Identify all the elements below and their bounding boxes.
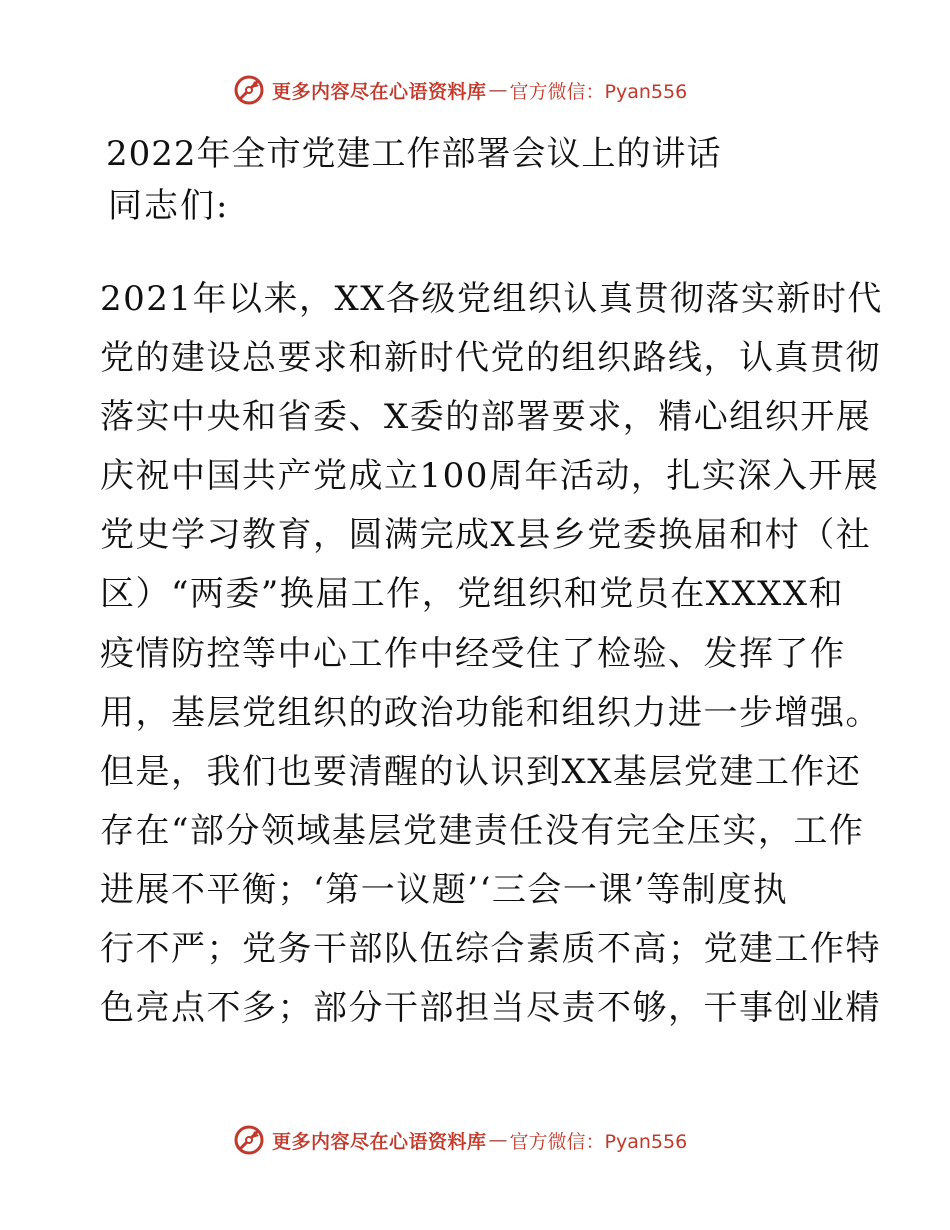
text-line: 2021年以来，XX各级党组织认真贯彻落实新时代: [100, 279, 883, 319]
watermark-separator: —: [488, 79, 508, 101]
footer-watermark: [232, 1122, 687, 1158]
watermark-brand: 更多内容尽在心语资料库: [272, 80, 487, 103]
text-line: 进展不平衡；‘第一议题’‘三会一课’等制度执: [100, 869, 789, 910]
document-title: 2022年全市党建工作部署会议上的讲话: [106, 134, 722, 174]
quill-circle-logo-icon: [232, 1123, 266, 1157]
text-line: 党史学习教育，圆满完成X县乡党委换届和村（社: [100, 515, 872, 556]
text-line: 存在“部分领域基层党建责任没有完全压实，工作: [100, 810, 865, 851]
text-line: 庆祝中国共产党成立100周年活动，扎实深入开展: [100, 456, 880, 497]
text-line: 区）“两委”换届工作，党组织和党员在XXXX和: [100, 574, 845, 615]
text-line: 色亮点不多；部分干部担当尽责不够，干事创业精: [100, 988, 881, 1029]
watermark-wechat: 官方微信：Pyan556: [509, 1130, 688, 1153]
text-line: 落实中央和省委、X委的部署要求，精心组织开展: [100, 397, 872, 438]
watermark-wechat: 官方微信：Pyan556: [509, 80, 688, 103]
text-line: 行不严；党务干部队伍综合素质不高；党建工作特: [100, 929, 881, 970]
body-paragraph: [100, 270, 883, 1038]
watermark-brand: 更多内容尽在心语资料库: [272, 1130, 487, 1153]
text-line: 党的建设总要求和新时代党的组织路线，认真贯彻: [100, 338, 881, 379]
salutation: 同志们:: [108, 186, 230, 226]
watermark-separator: —: [488, 1129, 508, 1151]
text-line: 用，基层党组织的政治功能和组织力进一步增强。: [100, 692, 881, 733]
quill-circle-logo-icon: [232, 73, 266, 107]
header-watermark: [232, 72, 687, 108]
text-line: 疫情防控等中心工作中经受住了检验、发挥了作: [100, 633, 846, 674]
text-line: 但是，我们也要清醒的认识到XX基层党建工作还: [100, 751, 862, 792]
